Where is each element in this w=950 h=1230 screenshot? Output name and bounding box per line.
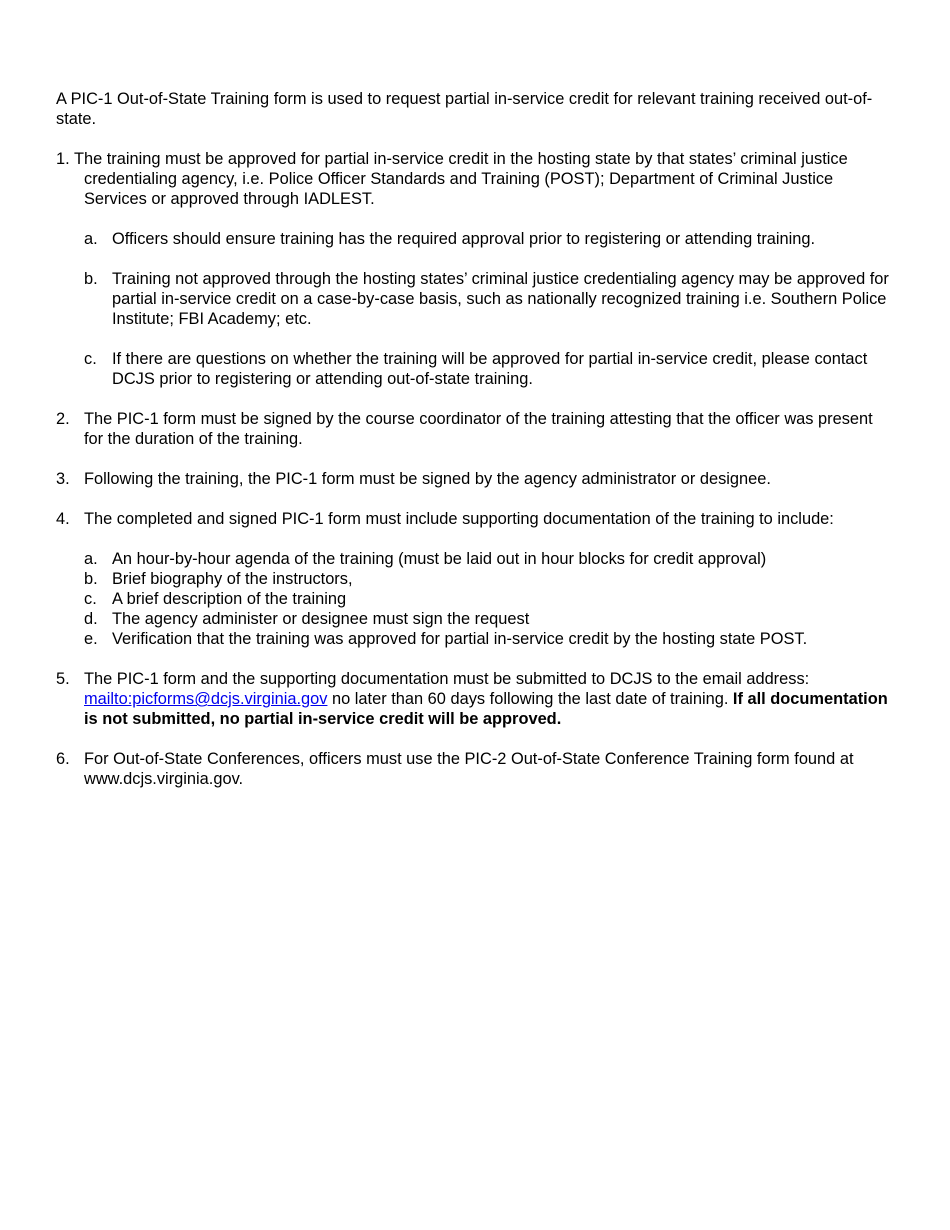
sub-item-1b xyxy=(56,269,896,329)
document-body xyxy=(56,89,896,809)
item-text: For Out-of-State Conferences, officers must use the PIC-2 Out-of-State Conference Training form found at www.dcjs.virginia.gov. xyxy=(84,750,854,788)
sub-item-text: If there are questions on whether the training will be approved for partial in-service credit, please contact DCJS prior to registering or attending out-of-state training. xyxy=(112,350,868,388)
sub-item-letter: d. xyxy=(84,610,98,628)
sub-item-text: The agency administer or designee must sign the request xyxy=(112,610,530,628)
sub-item-letter: a. xyxy=(84,230,98,248)
item-text: Following the training, the PIC-1 form must be signed by the agency administrator or designee. xyxy=(84,470,771,488)
item-text-before-link: The PIC-1 form and the supporting documentation must be submitted to DCJS to the email address: xyxy=(84,670,810,688)
sub-item-text: Brief biography of the instructors, xyxy=(112,570,353,588)
sub-item-1c xyxy=(56,349,896,389)
email-link[interactable]: mailto:picforms@dcjs.virginia.gov xyxy=(84,690,328,708)
sub-item-text: Verification that the training was approved for partial in-service credit by the hosting state POST. xyxy=(112,630,808,648)
list-item-2 xyxy=(56,409,896,449)
item-number: 2. xyxy=(56,410,70,428)
sub-item-letter: b. xyxy=(84,570,98,588)
sub-item-4b xyxy=(56,569,896,589)
list-item-4 xyxy=(56,509,896,529)
list-item-3 xyxy=(56,469,896,489)
sub-item-text: Training not approved through the hosting states’ criminal justice credentialing agency may be approved for partial in-service credit on a case-by-case basis, such as nationally recognized training i.e. Southern Police Institute; FBI Academy; etc. xyxy=(112,270,889,328)
item-text-after-link: no later than 60 days following the last date of training. xyxy=(327,690,733,708)
sub-item-letter: a. xyxy=(84,550,98,568)
sub-item-letter: c. xyxy=(84,590,97,608)
sub-item-text: A brief description of the training xyxy=(112,590,347,608)
sub-item-4d xyxy=(56,609,896,629)
sub-item-text: Officers should ensure training has the required approval prior to registering or attending training. xyxy=(112,230,816,248)
sub-item-letter: b. xyxy=(84,270,98,288)
list-item-6 xyxy=(56,749,896,789)
sub-item-1a xyxy=(56,229,896,249)
item-text: The training must be approved for partial in-service credit in the hosting state by that states’ criminal justice credentialing agency, i.e. Police Officer Standards and Training (POST); Department of Criminal Justice Services or approved through IADLEST. xyxy=(73,150,848,208)
item-number: 1. xyxy=(56,150,70,168)
list-item-1 xyxy=(56,149,896,209)
list-item-5 xyxy=(56,669,896,729)
warning-text: If all documentation is not submitted, no partial in-service credit will be approved. xyxy=(84,690,888,728)
sub-item-text: An hour-by-hour agenda of the training (must be laid out in hour blocks for credit approval) xyxy=(112,550,767,568)
item-number: 6. xyxy=(56,750,70,768)
sub-item-letter: e. xyxy=(84,630,98,648)
sub-list-4 xyxy=(56,549,896,649)
sub-item-4e xyxy=(56,629,896,649)
sub-item-4c xyxy=(56,589,896,609)
sub-item-4a xyxy=(56,549,896,569)
sub-item-letter: c. xyxy=(84,350,97,368)
item-number: 4. xyxy=(56,510,70,528)
item-text: The PIC-1 form must be signed by the course coordinator of the training attesting that the officer was present for the duration of the training. xyxy=(84,410,873,448)
item-number: 3. xyxy=(56,470,70,488)
item-number: 5. xyxy=(56,670,70,688)
intro-paragraph: A PIC-1 Out-of-State Training form is used to request partial in-service credit for relevant training received out-of-state. xyxy=(56,90,873,128)
item-text: The completed and signed PIC-1 form must include supporting documentation of the training to include: xyxy=(84,510,834,528)
